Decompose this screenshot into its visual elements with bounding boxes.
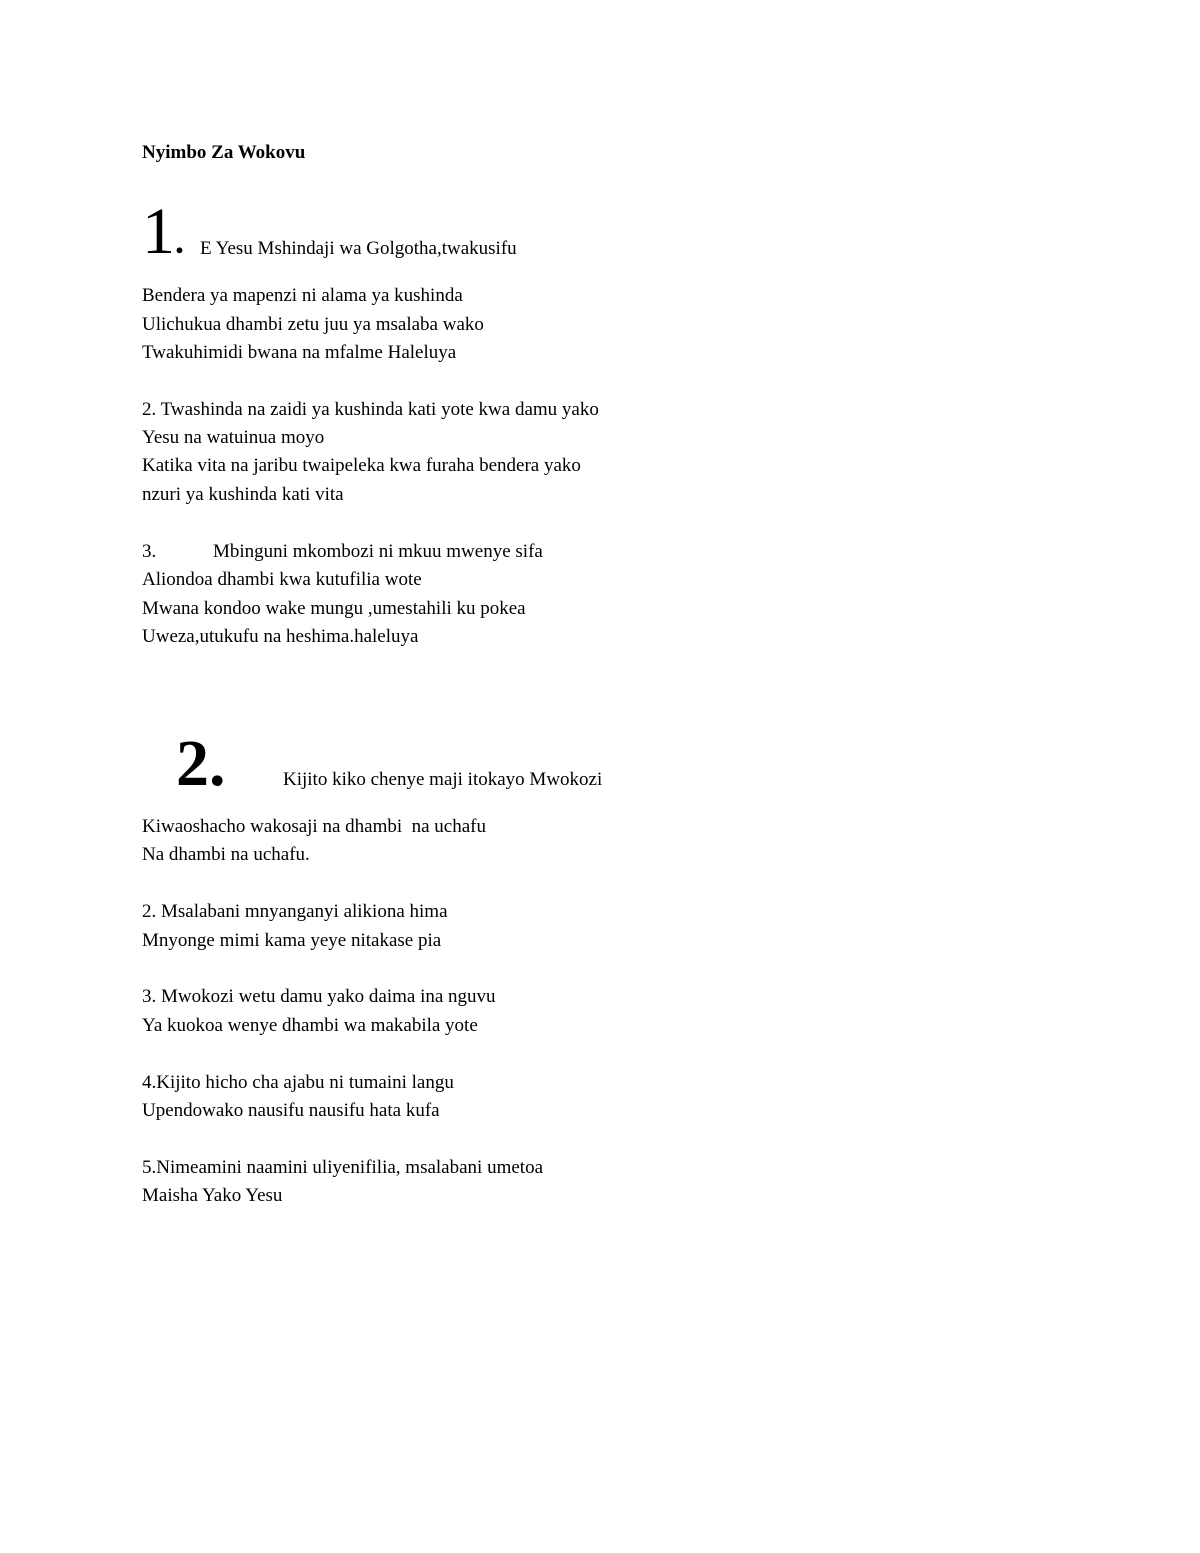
hymn-1-line: Bendera ya mapenzi ni alama ya kushinda [142, 285, 463, 306]
hymn-1-line: 2. Twashinda na zaidi ya kushinda kati yote kwa damu yako [142, 399, 599, 420]
hymn-1-line: Twakuhimidi bwana na mfalme Haleluya [142, 342, 457, 363]
hymn-1-line: nzuri ya kushinda kati vita [142, 484, 344, 505]
hymn-2-line: 2. Msalabani mnyanganyi alikiona hima [142, 901, 448, 922]
hymn-2-line: 4.Kijito hicho cha ajabu ni tumaini langu [142, 1072, 454, 1093]
hymn-2-first-line: Kijito kiko chenye maji itokayo Mwokozi [283, 769, 603, 790]
hymn-2-line: Upendowako nausifu nausifu hata kufa [142, 1100, 440, 1121]
hymn-1-line: Katika vita na jaribu twaipeleka kwa furaha bendera yako [142, 455, 581, 476]
hymn-1-line: Ulichukua dhambi zetu juu ya msalaba wako [142, 314, 484, 335]
hymn-1-line: Uweza,utukufu na heshima.haleluya [142, 626, 419, 647]
hymn-1-number-digit: 1 [142, 195, 175, 268]
hymn-2-line: 3. Mwokozi wetu damu yako daima ina nguvu [142, 986, 496, 1007]
hymn-1-verse-3-number: 3. [142, 541, 157, 562]
hymn-2-line: 5.Nimeamini naamini uliyenifilia, msalabani umetoa [142, 1157, 544, 1178]
hymn-1-line: Aliondoa dhambi kwa kutufilia wote [142, 569, 422, 590]
hymn-2-number: 2. [176, 727, 226, 800]
hymn-2-line: Mnyonge mimi kama yeye nitakase pia [142, 930, 442, 951]
hymn-1-number [142, 196, 184, 277]
hymn-1-verse-3-text: Mbinguni mkombozi ni mkuu mwenye sifa [213, 541, 543, 562]
hymn-2-line: Ya kuokoa wenye dhambi wa makabila yote [142, 1015, 478, 1036]
hymn-2-line: Kiwaoshacho wakosaji na dhambi na uchafu [142, 816, 487, 837]
hymn-1-verse-3-line [142, 540, 543, 564]
hymn-1-first-line: E Yesu Mshindaji wa Golgotha,twakusifu [200, 238, 517, 259]
hymn-1-number-dot: . [175, 221, 184, 261]
hymn-1-line: Yesu na watuinua moyo [142, 427, 325, 448]
document-title: Nyimbo Za Wokovu [142, 142, 306, 163]
hymn-2-line: Na dhambi na uchafu. [142, 844, 310, 865]
hymn-2-line: Maisha Yako Yesu [142, 1185, 283, 1206]
hymn-1-line: Mwana kondoo wake mungu ,umestahili ku pokea [142, 598, 526, 619]
